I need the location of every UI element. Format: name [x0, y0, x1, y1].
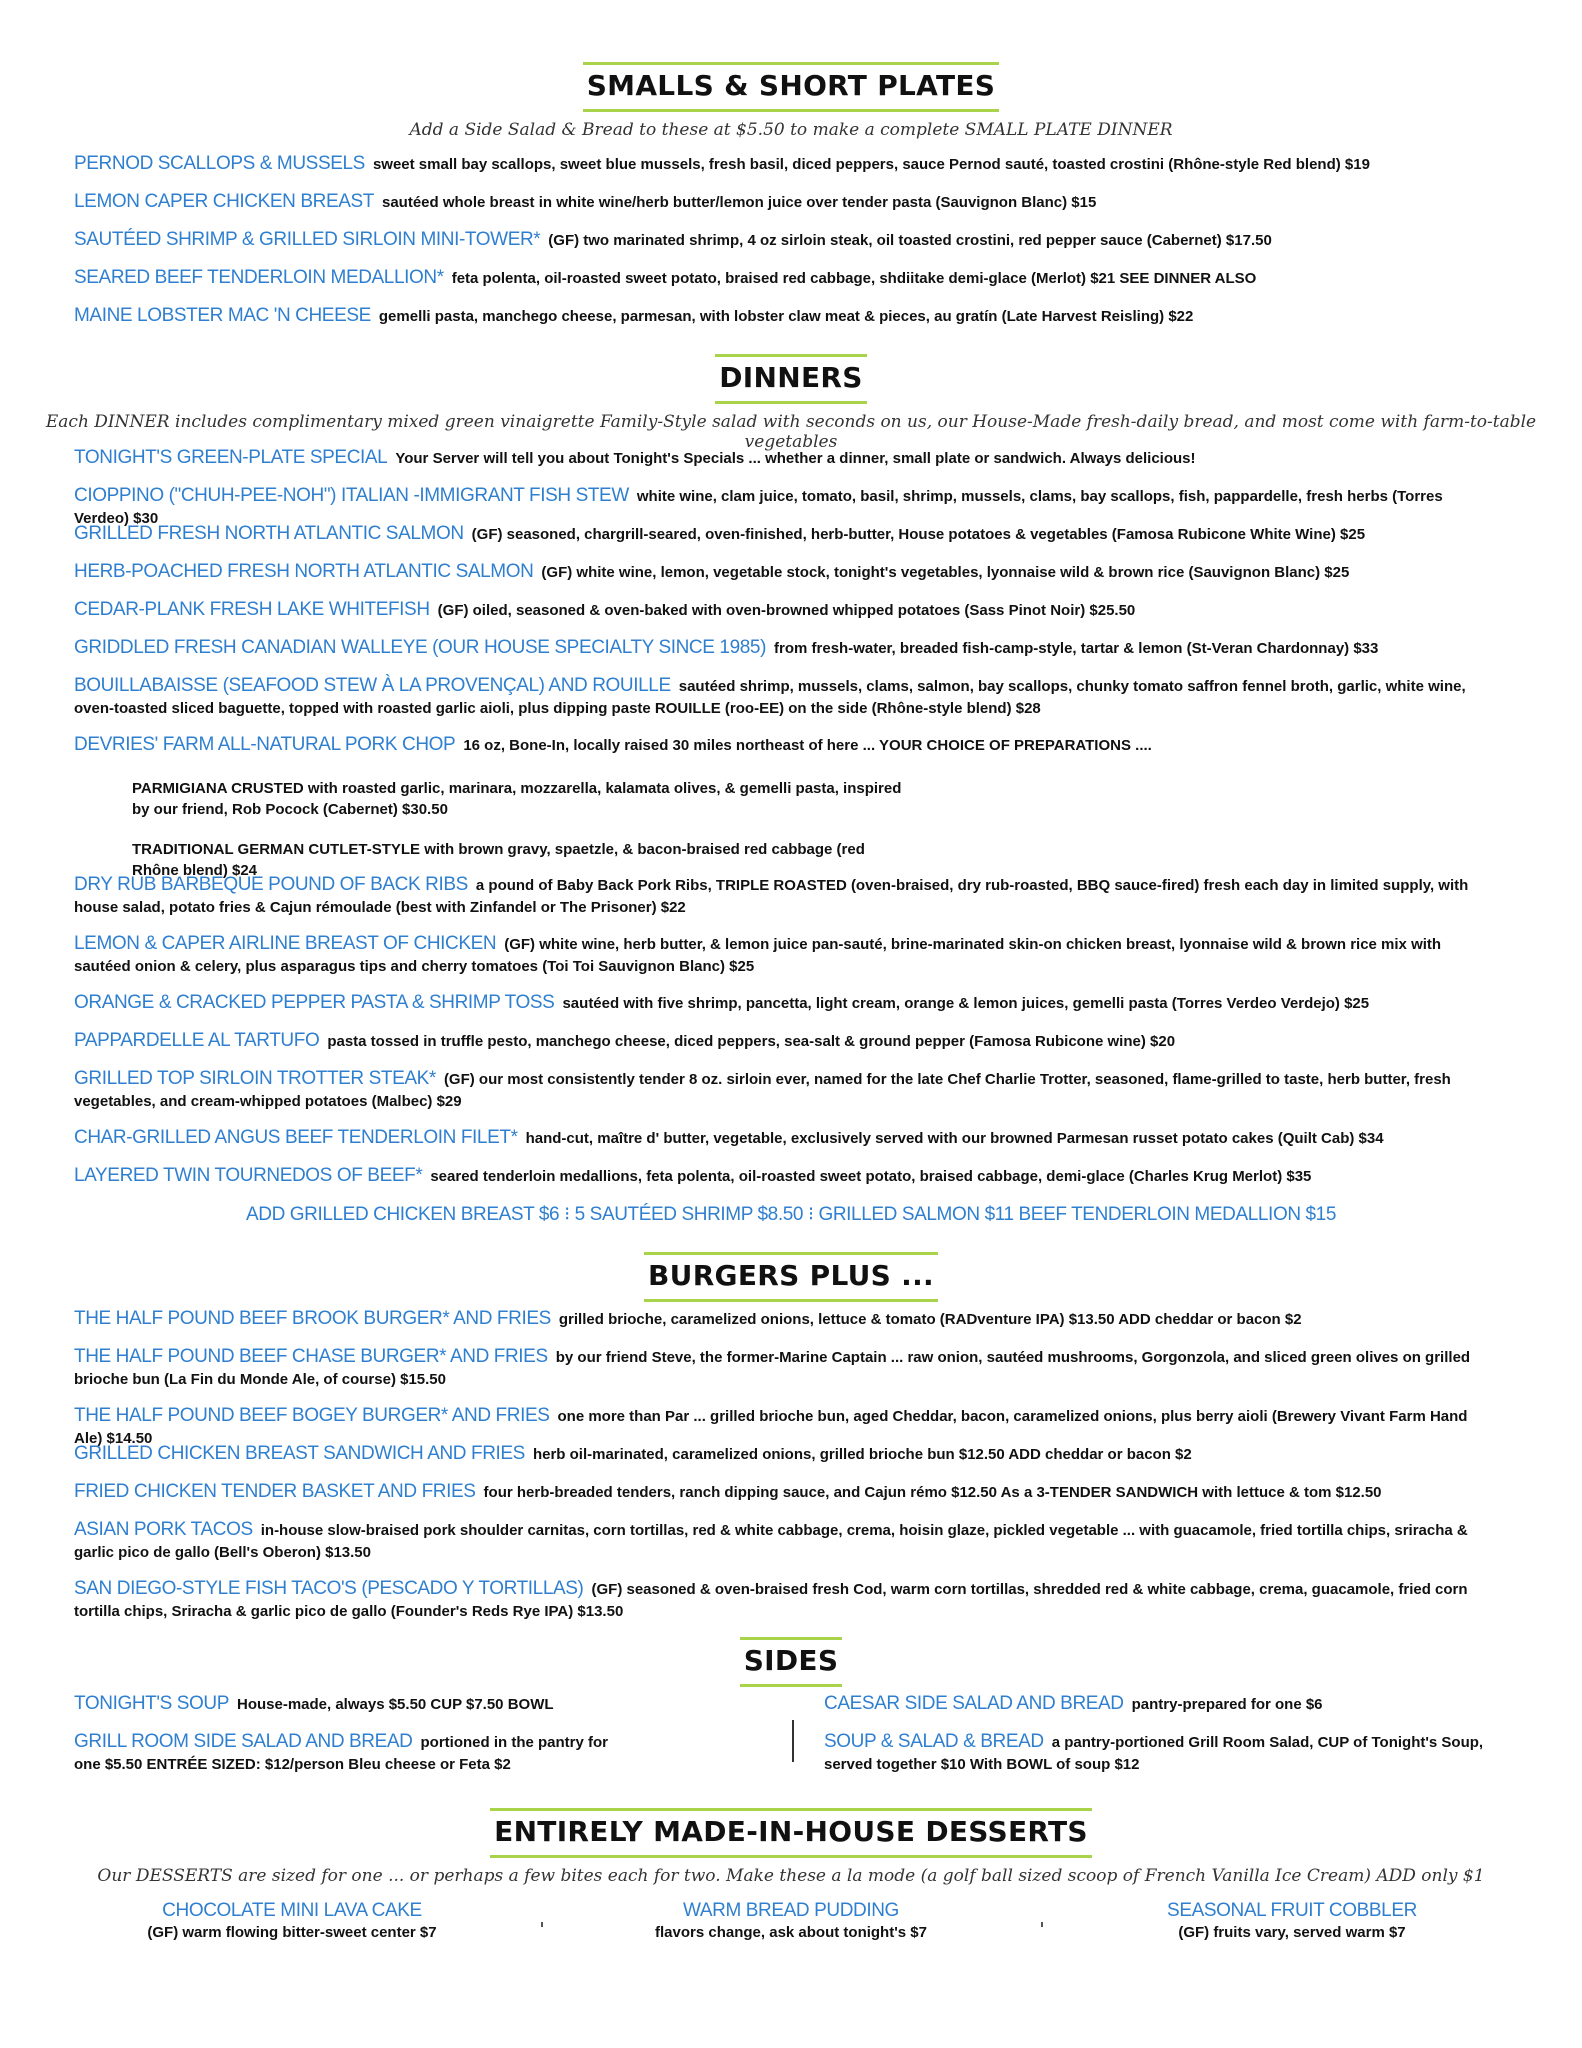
dessert-item	[1092, 1900, 1492, 1941]
item-desc: (GF) white wine, herb butter, & lemon juice pan-sauté, brine-marinated skin-on chicken breast, lyonnaise wild & brown rice mix with sautéed onion & celery, plus asparagus tips and cherry tomatoes (Toi Toi Sauvignon Blanc) $25	[74, 936, 1442, 975]
item-desc: sautéed whole breast in white wine/herb butter/lemon juice over tender pasta (Sauvignon Blanc) $15	[382, 194, 1097, 211]
item-name: MAINE LOBSTER MAC 'N CHEESE	[74, 305, 371, 326]
menu-item	[74, 933, 1494, 978]
item-desc: a pantry-portioned Grill Room Salad, CUP of Tonight's Soup, served together $10 With BOWL of soup $12	[824, 1734, 1484, 1773]
item-desc: white wine, clam juice, tomato, basil, shrimp, mussels, clams, bay scallops, fish, pappardelle, fresh herbs (Torres Verdeo) $30	[74, 488, 1443, 527]
item-desc: herb oil-marinated, caramelized onions, grilled brioche bun $12.50 ADD cheddar or bacon $2	[532, 1446, 1192, 1463]
item-name: SEASONAL FRUIT COBBLER	[1167, 1900, 1417, 1921]
section-title: ENTIRELY MADE-IN-HOUSE DESSERTS	[490, 1808, 1092, 1858]
item-name: CAESAR SIDE SALAD AND BREAD	[824, 1693, 1124, 1714]
menu-item	[74, 447, 1494, 470]
menu-item	[74, 561, 1494, 584]
side-item	[74, 1731, 634, 1776]
menu-item	[74, 1068, 1494, 1113]
item-desc: (GF) white wine, lemon, vegetable stock, tonight's vegetables, lyonnaise wild & brown rice (Sauvignon Blanc) $25	[541, 564, 1350, 581]
menu-item	[74, 1346, 1494, 1391]
item-name: GRILLED TOP SIRLOIN TROTTER STEAK*	[74, 1068, 436, 1089]
item-name: GRILL ROOM SIDE SALAD AND BREAD	[74, 1731, 413, 1752]
menu-item	[74, 267, 1494, 290]
item-desc: in-house slow-braised pork shoulder carnitas, corn tortillas, red & white cabbage, crema, hoisin glaze, pickled vegetable ... with guacamole, fried tortilla chips, sriracha & garlic pico de gallo (Bell's Oberon) $13.50	[74, 1522, 1468, 1561]
section-subtitle: Our DESSERTS are sized for one ... or perhaps a few bites each for two. Make these a la mode (a golf ball sized scoop of French Vanilla Ice Cream) ADD only $1	[97, 1866, 1485, 1886]
menu-item	[74, 637, 1494, 660]
menu-item	[74, 1578, 1494, 1623]
menu-item	[74, 305, 1494, 328]
item-name: LEMON & CAPER AIRLINE BREAST OF CHICKEN	[74, 933, 497, 954]
item-desc: seared tenderloin medallions, feta polenta, oil-roasted sweet potato, braised cabbage, demi-glace (Charles Krug Merlot) $35	[430, 1168, 1312, 1185]
item-name: CEDAR-PLANK FRESH LAKE WHITEFISH	[74, 599, 430, 620]
menu-item	[74, 1308, 1494, 1331]
menu-item	[74, 1519, 1494, 1564]
menu-item	[74, 153, 1494, 176]
item-desc: (GF) oiled, seasoned & oven-baked with oven-browned whipped potatoes (Sass Pinot Noir) $25.50	[437, 602, 1136, 619]
item-name: CHAR-GRILLED ANGUS BEEF TENDERLOIN FILET*	[74, 1127, 518, 1148]
item-desc: pasta tossed in truffle pesto, manchego cheese, diced peppers, sea-salt & ground pepper (Famosa Rubicone wine) $20	[327, 1033, 1176, 1050]
item-name: GRILLED FRESH NORTH ATLANTIC SALMON	[74, 523, 464, 544]
item-desc: (GF) seasoned & oven-braised fresh Cod, warm corn tortillas, shredded red & white cabbage, crema, guacamole, fried corn tortilla chips, Sriracha & garlic pico de gallo (Founder's Reds Rye IPA) $13.50	[74, 1581, 1468, 1620]
pork-option: TRADITIONAL GERMAN CUTLET-STYLE with brown gravy, spaetzle, & bacon-braised red cabbage (red Rhône blend) $24	[132, 841, 865, 879]
item-desc: (GF) our most consistently tender 8 oz. sirloin ever, named for the late Chef Charlie Trotter, seasoned, flame-grilled to taste, herb butter, fresh vegetables, and cream-whipped potatoes (Malbec) $29	[74, 1071, 1451, 1110]
menu-item	[74, 874, 1494, 919]
item-desc: 16 oz, Bone-In, locally raised 30 miles northeast of here ... YOUR CHOICE OF PREPARATIONS ....	[463, 737, 1152, 754]
separator-mark	[541, 1922, 543, 1927]
item-desc: gemelli pasta, manchego cheese, parmesan, with lobster claw meat & pieces, au gratín (Late Harvest Reisling) $22	[378, 308, 1194, 325]
item-name: DEVRIES' FARM ALL-NATURAL PORK CHOP	[74, 734, 456, 755]
item-desc: feta polenta, oil-roasted sweet potato, braised red cabbage, shdiitake demi-glace (Merlot) $21 SEE DINNER ALSO	[451, 270, 1257, 287]
separator-mark	[1041, 1922, 1043, 1927]
item-desc: four herb-breaded tenders, ranch dipping sauce, and Cajun rémo $12.50 As a 3-TENDER SANDWICH with lettuce & tom $12.50	[483, 1484, 1382, 1501]
desserts-header	[0, 1808, 1582, 1886]
section-subtitle: Each DINNER includes complimentary mixed green vinaigrette Family-Style salad with seconds on us, our House-Made fresh-daily bread, and most come with farm-to-table vegetables	[45, 412, 1537, 452]
item-name: GRIDDLED FRESH CANADIAN WALLEYE (OUR HOUSE SPECIALTY SINCE 1985)	[74, 637, 767, 658]
item-name: TONIGHT'S GREEN-PLATE SPECIAL	[74, 447, 388, 468]
item-name: THE HALF POUND BEEF BOGEY BURGER* AND FRIES	[74, 1405, 550, 1426]
dessert-item	[591, 1900, 991, 1941]
item-name: CHOCOLATE MINI LAVA CAKE	[162, 1900, 422, 1921]
item-desc: (GF) warm flowing bitter-sweet center $7	[147, 1924, 437, 1941]
side-item	[74, 1693, 774, 1716]
item-desc: flavors change, ask about tonight's $7	[655, 1924, 927, 1941]
item-name: LAYERED TWIN TOURNEDOS OF BEEF*	[74, 1165, 423, 1186]
item-name: FRIED CHICKEN TENDER BASKET AND FRIES	[74, 1481, 476, 1502]
item-name: BOUILLABAISSE (SEAFOOD STEW À LA PROVENÇAL) AND ROUILLE	[74, 675, 671, 696]
smalls-header	[0, 62, 1582, 140]
menu-item	[74, 523, 1494, 546]
menu-item	[74, 992, 1494, 1015]
menu-item	[74, 1030, 1494, 1053]
item-name: LEMON CAPER CHICKEN BREAST	[74, 191, 374, 212]
item-name: PAPPARDELLE AL TARTUFO	[74, 1030, 320, 1051]
burgers-header	[0, 1252, 1582, 1302]
item-name: THE HALF POUND BEEF BROOK BURGER* AND FRIES	[74, 1308, 551, 1329]
item-desc: from fresh-water, breaded fish-camp-style, tartar & lemon (St-Veran Chardonnay) $33	[774, 640, 1379, 657]
menu-item	[74, 734, 1494, 757]
item-desc: by our friend Steve, the former-Marine Captain ... raw onion, sautéed mushrooms, Gorgonzola, and sliced green olives on grilled brioche bun (La Fin du Monde Ale, of course) $15.50	[74, 1349, 1471, 1388]
item-desc: (GF) fruits vary, served warm $7	[1178, 1924, 1406, 1941]
item-name: ORANGE & CRACKED PEPPER PASTA & SHRIMP TOSS	[74, 992, 555, 1013]
item-desc: sweet small bay scallops, sweet blue mussels, fresh basil, diced peppers, sauce Pernod sauté, toasted crostini (Rhône-style Red blend) $19	[372, 156, 1370, 173]
section-title: SIDES	[740, 1637, 843, 1687]
item-name: HERB-POACHED FRESH NORTH ATLANTIC SALMON	[74, 561, 534, 582]
item-name: SOUP & SALAD & BREAD	[824, 1731, 1044, 1752]
item-name: SAN DIEGO-STYLE FISH TACO'S (PESCADO Y TORTILLAS)	[74, 1578, 584, 1599]
side-item	[824, 1693, 1504, 1716]
item-desc: House-made, always $5.50 CUP $7.50 BOWL	[236, 1696, 554, 1713]
item-name: PERNOD SCALLOPS & MUSSELS	[74, 153, 365, 174]
menu-item	[74, 675, 1494, 720]
item-desc: sautéed shrimp, mussels, clams, salmon, bay scallops, chunky tomato saffron fennel broth, garlic, white wine, oven-toasted sliced baguette, topped with roasted garlic aioli, plus dipping paste ROUILLE (roo-EE) on the side (Rhône-style blend) $28	[74, 678, 1466, 717]
menu-item	[74, 229, 1494, 252]
dinners-header	[0, 354, 1582, 452]
item-name: THE HALF POUND BEEF CHASE BURGER* AND FRIES	[74, 1346, 548, 1367]
item-desc: Your Server will tell you about Tonight's Specials ... whether a dinner, small plate or sandwich. Always delicious!	[395, 450, 1196, 467]
item-desc: portioned in the pantry for one $5.50 ENTRÉE SIZED: $12/person Bleu cheese or Feta $2	[74, 1734, 608, 1773]
item-desc: hand-cut, maître d' butter, vegetable, exclusively served with our browned Parmesan russet potato cakes (Quilt Cab) $34	[525, 1130, 1384, 1147]
item-name: GRILLED CHICKEN BREAST SANDWICH AND FRIES	[74, 1443, 525, 1464]
menu-item	[74, 1443, 1494, 1466]
item-name: DRY RUB BARBEQUE POUND OF BACK RIBS	[74, 874, 468, 895]
side-item	[824, 1731, 1504, 1776]
pork-option: PARMIGIANA CRUSTED with roasted garlic, marinara, mozzarella, kalamata olives, & gemelli pasta, inspired by our friend, Rob Pocock (Cabernet) $30.50	[132, 780, 902, 818]
item-name: WARM BREAD PUDDING	[683, 1900, 899, 1921]
menu-item	[74, 1165, 1494, 1188]
item-desc: pantry-prepared for one $6	[1131, 1696, 1323, 1713]
item-name: CIOPPINO ("CHUH-PEE-NOH") ITALIAN -IMMIGRANT FISH STEW	[74, 485, 629, 506]
item-desc: (GF) two marinated shrimp, 4 oz sirloin steak, oil toasted crostini, red pepper sauce (Cabernet) $17.50	[548, 232, 1272, 249]
dessert-item	[92, 1900, 492, 1941]
menu-item	[74, 191, 1494, 214]
item-name: SEARED BEEF TENDERLOIN MEDALLION*	[74, 267, 444, 288]
section-title: BURGERS PLUS ...	[644, 1252, 938, 1302]
menu-item	[74, 1481, 1494, 1504]
menu-item	[74, 599, 1494, 622]
item-name: ASIAN PORK TACOS	[74, 1519, 253, 1540]
section-subtitle: Add a Side Salad & Bread to these at $5.50 to make a complete SMALL PLATE DINNER	[409, 120, 1173, 140]
section-title: DINNERS	[715, 354, 866, 404]
item-desc: sautéed with five shrimp, pancetta, light cream, orange & lemon juices, gemelli pasta (Torres Verdeo Verdejo) $25	[562, 995, 1370, 1012]
item-name: SAUTÉED SHRIMP & GRILLED SIRLOIN MINI-TOWER*	[74, 229, 541, 250]
sides-divider	[792, 1720, 794, 1762]
item-desc: (GF) seasoned, chargrill-seared, oven-finished, herb-butter, House potatoes & vegetables (Famosa Rubicone White Wine) $25	[471, 526, 1366, 543]
item-desc: one more than Par ... grilled brioche bun, aged Cheddar, bacon, caramelized onions, plus berry aioli (Brewery Vivant Farm Hand Ale) $14.50	[74, 1408, 1468, 1447]
sides-header	[0, 1637, 1582, 1687]
section-title: SMALLS & SHORT PLATES	[583, 62, 1000, 112]
item-name: TONIGHT'S SOUP	[74, 1693, 229, 1714]
dinner-addons: ADD GRILLED CHICKEN BREAST $6 ⁝ 5 SAUTÉED SHRIMP $8.50 ⁝ GRILLED SALMON $11 BEEF TENDERLOIN MEDALLION $15	[245, 1204, 1337, 1225]
item-desc: a pound of Baby Back Pork Ribs, TRIPLE ROASTED (oven-braised, dry rub-roasted, BBQ sauce-fired) fresh each day in limited supply, with house salad, potato fries & Cajun rémoulade (best with Zinfandel or The Prisoner) $22	[74, 877, 1469, 916]
item-desc: grilled brioche, caramelized onions, lettuce & tomato (RADventure IPA) $13.50 ADD cheddar or bacon $2	[558, 1311, 1302, 1328]
menu-item	[74, 1127, 1494, 1150]
